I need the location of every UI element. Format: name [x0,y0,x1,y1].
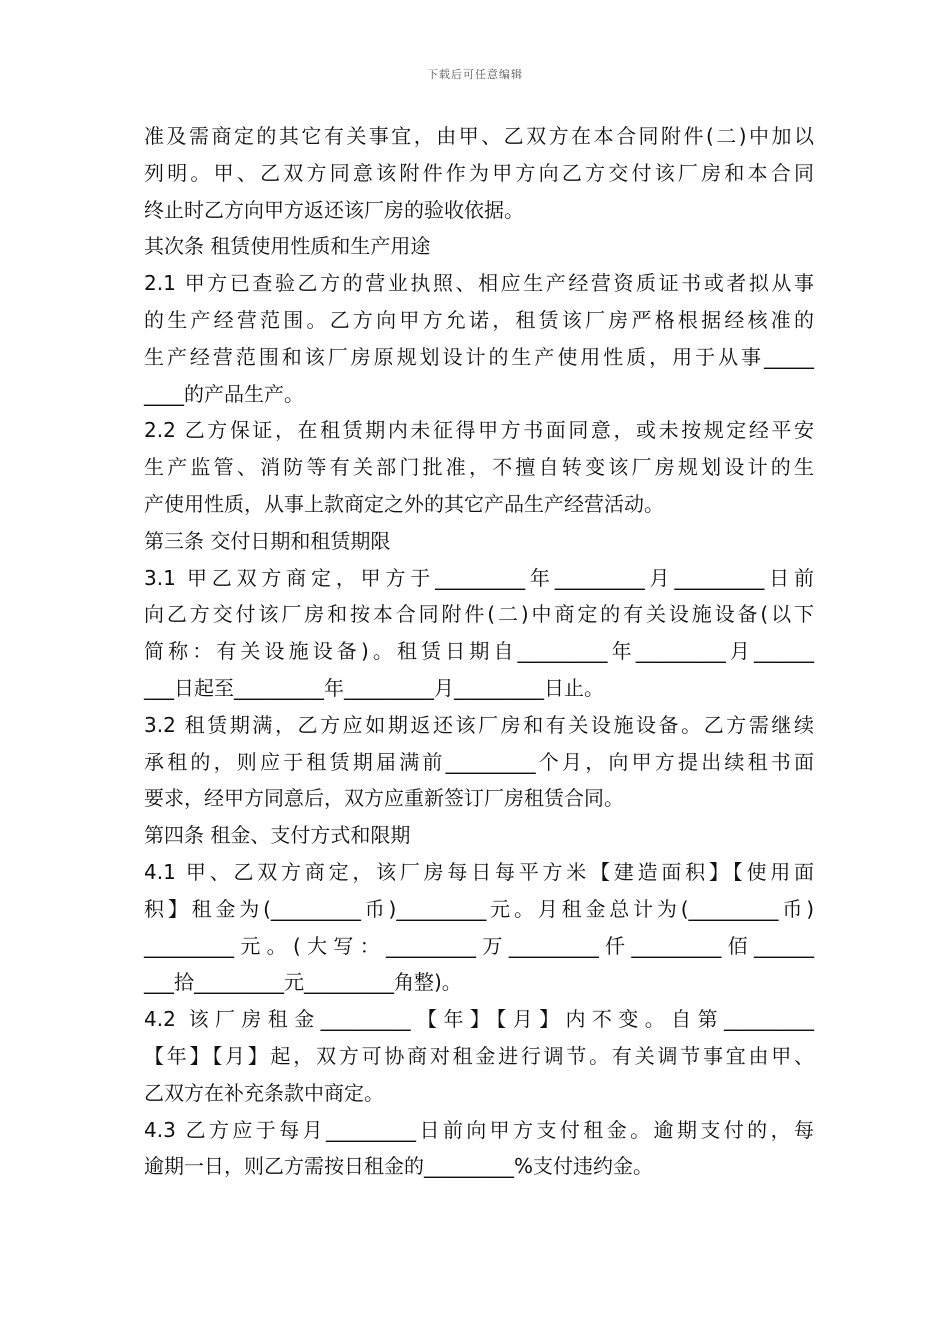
text-line: 向乙方交付该厂房和按本合同附件(二)中商定的有关设施设备(以下 [144,602,814,627]
text-line: 列明。甲、乙双方同意该附件作为甲方向乙方交付该厂房和本合同 [144,160,814,185]
text-line: 逾期一日，则乙方需按日租金的_________%支付违约金。 [144,1154,654,1179]
text-line: 3.2 租赁期满，乙方应如期返还该厂房和有关设施设备。乙方需继续 [144,712,814,737]
text-line: 生产监管、消防等有关部门批准，不擅自转变该厂房规划设计的生 [144,455,814,480]
document-body [144,118,814,1185]
text-line: 其次条 租赁使用性质和生产用途 [144,234,431,259]
text-line: 2.2 乙方保证，在租赁期内未征得甲方书面同意，或未按规定经平安 [144,418,814,443]
text-line: 4.3 乙方应于每月_________日前向甲方支付租金。逾期支付的，每 [144,1117,814,1142]
text-line: 4.2 该厂房租金_________【年】【月】内不变。自第_________ [144,1007,814,1032]
text-line: _________元。(大写：_________万_________仟_________佰______ [144,933,814,958]
text-line: 乙双方在补充条款中商定。 [144,1080,384,1105]
text-line: 3.1 甲乙双方商定，甲方于_________年_________月_________日前 [144,565,814,590]
text-line: 第四条 租金、支付方式和限期 [144,823,411,848]
text-line: 生产经营范围和该厂房原规划设计的生产使用性质，用于从事_____ [144,344,814,369]
text-line: 4.1 甲、乙双方商定，该厂房每日每平方米【建造面积】【使用面 [144,859,814,884]
text-line: 的生产经营范围。乙方向甲方允诺，租赁该厂房严格根据经核准的 [144,307,814,332]
text-line: 积】租金为(_________币)_________元。月租金总计为(_________币) [144,896,814,921]
text-line: ____的产品生产。 [144,381,304,406]
text-line: ___拾_________元_________角整)。 [144,970,462,995]
text-line: 要求，经甲方同意后，双方应重新签订厂房租赁合同。 [144,786,624,811]
text-line: 承租的，则应于租赁期届满前_________个月，向甲方提出续租书面 [144,749,814,774]
text-line: 【年】【月】起，双方可协商对租金进行调节。有关调节事宜由甲、 [144,1043,814,1068]
text-line: 终止时乙方向甲方返还该厂房的验收依据。 [144,197,524,222]
text-line: 准及需商定的其它有关事宜，由甲、乙双方在本合同附件(二)中加以 [144,124,814,148]
text-line: ___日起至_________年_________月_________日止。 [144,675,604,700]
text-line: 第三条 交付日期和租赁期限 [144,528,391,553]
text-line: 简称：有关设施设备)。租赁日期自_________年_________月______ [144,639,814,664]
text-line: 产使用性质，从事上款商定之外的其它产品生产经营活动。 [144,491,664,516]
text-line: 2.1 甲方已查验乙方的营业执照、相应生产经营资质证书或者拟从事 [144,271,814,296]
page-header: 下载后可任意编辑 [427,68,523,81]
